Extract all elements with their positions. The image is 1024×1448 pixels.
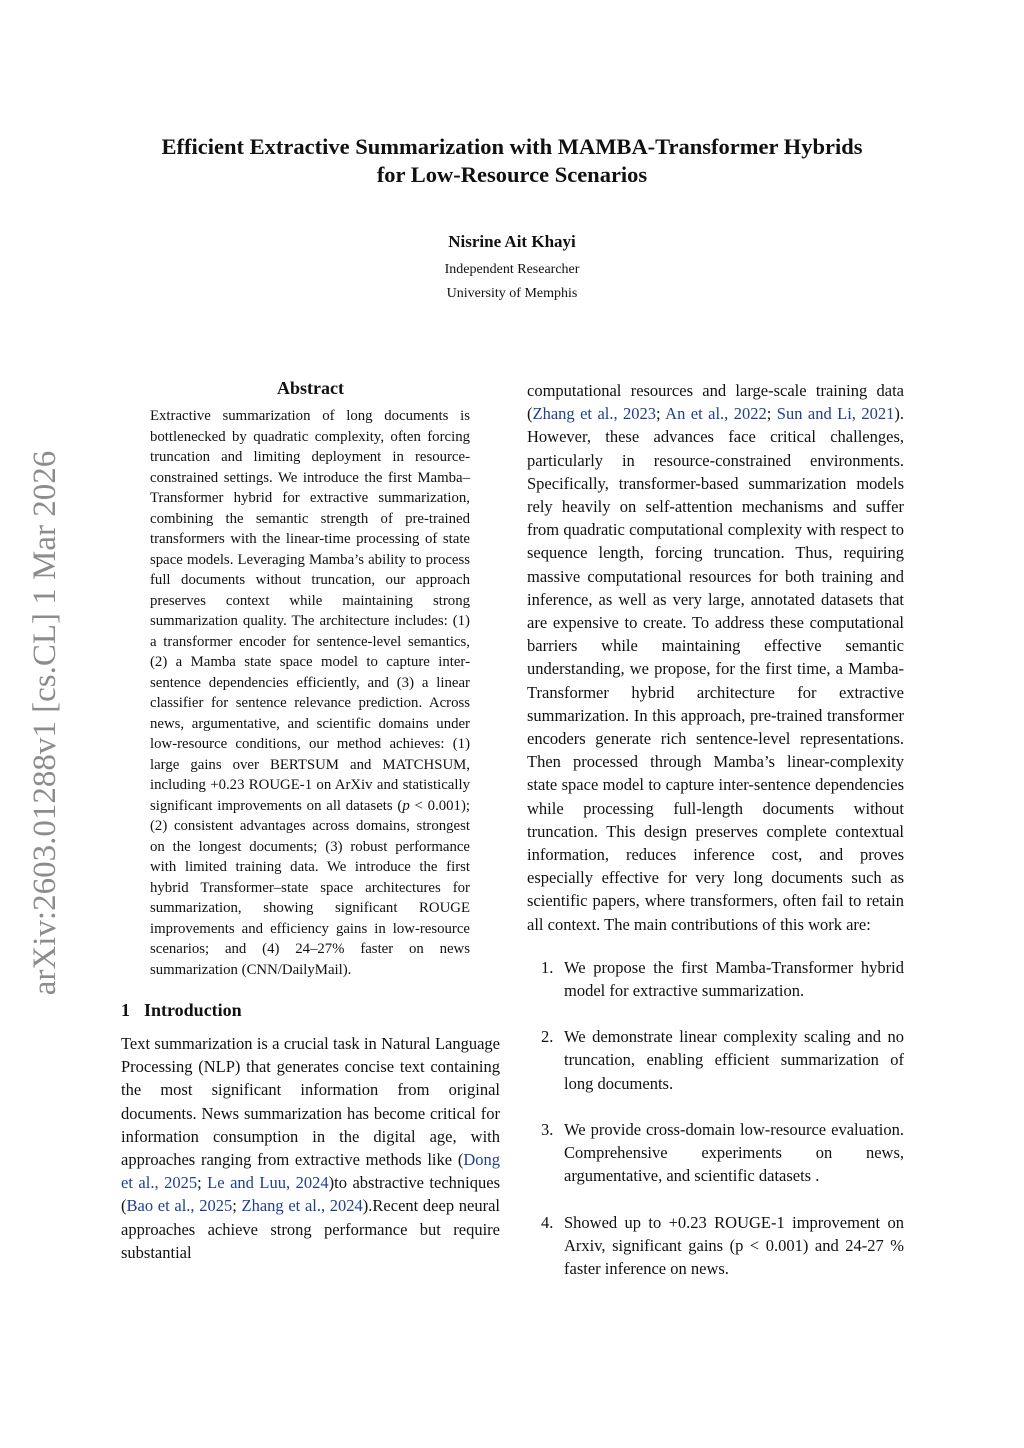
abstract-text-part-2: < 0.001);(2) consistent advantages across domains, strongest on the longest documents; (3) robust performance with limited training data. We introduce the first hybrid Transformer–state space architectures for summarization, showing significant ROUGE improvements and efficiency gains in low-resource scenarios; and (4) 24–27% faster on news summarization (CNN/DailyMail). <box>150 797 470 978</box>
intro-heading <box>121 998 500 1022</box>
contribution-number: 4. <box>541 1212 554 1232</box>
citation-zhang-2023[interactable]: Zhang et al., 2023 <box>532 404 657 424</box>
right-column <box>527 379 904 1303</box>
left-column <box>121 376 500 1264</box>
intro-text-c-end: computational resources and large-scale training data ( <box>527 381 904 424</box>
citation-separator: ; <box>656 404 666 424</box>
affiliation-1: Independent Researcher <box>444 262 580 277</box>
author-name: Nisrine Ait Khayi <box>448 232 576 251</box>
contribution-text: Showed up to +0.23 ROUGE-1 improvement on Arxiv, significant gains (p < 0.001) and 24-27 % faster inference on news. <box>564 1212 904 1278</box>
contribution-number: 1. <box>541 957 554 977</box>
abstract-text-part-1: Extractive summarization of long documents is bottlenecked by quadratic complexity, often forcing truncation and limiting deployment in resource-constrained settings. We introduce the first Mamba–Transformer hybrid for extractive summarization, combining the semantic strength of pre-trained transformers with the linear-time processing of state space models. Leveraging Mamba’s ability to process full documents without truncation, our approach preserves context while maintaining strong summarization quality. The architecture includes: (1) a transformer encoder for sentence-level semantics, (2) a Mamba state space model to capture inter-sentence dependencies efficiently, and (3) a linear classifier for sentence relevance prediction. Across news, argumentative, and scientific domains under low-resource conditions, our method achieves: (1) large gains over BERTSUM and MATCHSUM, including +0.23 ROUGE-1 on ArXiv and statistically significant improvements on all datasets ( <box>150 408 470 814</box>
citation-separator: ; <box>197 1173 208 1193</box>
citation-le-luu-2024[interactable]: Le and Luu, 2024 <box>207 1173 329 1193</box>
intro-text-a: Text summarization is a crucial task in Natural Language Processing (NLP) that generates concise text containing the most significant information from original documents. News summarization has become critical for information consumption in the digital age, with approaches ranging from extractive methods like ( <box>121 1034 500 1170</box>
intro-paragraph-left <box>121 1032 500 1264</box>
intro-text-b: )to abstractive techniques ( <box>121 1173 500 1216</box>
contribution-text: We provide cross-domain low-resource evaluation. Comprehensive experiments on news, argumentative, and scientific datasets . <box>564 1119 904 1186</box>
contribution-item <box>527 1118 904 1188</box>
contribution-text: We propose the first Mamba-Transformer hybrid model for extractive summarization. <box>564 957 904 1001</box>
citation-separator: ; <box>766 404 777 424</box>
intro-text-d: ). However, these advances face critical challenges, particularly in resource-constrained environments. Specifically, transformer-based summarization models rely heavily on self-attention mechanisms and suffer from quadratic computational complexity with respect to sequence length, forcing truncation. Thus, requiring massive computational resources for both training and inference, as well as very large, annotated datasets that are expensive to create. To address these computational barriers while maintaining effective semantic understanding, we propose, for the first time, a Mamba-Transformer hybrid architecture for extractive summarization. In this approach, pre-trained transformer encoders generate rich sentence-level representations. Then processed through Mamba’s linear-complexity state space model to capture inter-sentence dependencies while processing full-length documents without truncation. This design preserves complete contextual information, reduces inference cost, and proves especially effective for very long documents such as scientific papers, where transformers, often fail to retain all context. The main contributions of this work are: <box>527 404 904 934</box>
citation-sun-li-2021[interactable]: Sun and Li, 2021 <box>776 404 895 424</box>
citation-bao-2025[interactable]: Bao et al., 2025 <box>126 1196 233 1216</box>
abstract-p-symbol: p <box>402 797 410 814</box>
contribution-item <box>527 956 904 1002</box>
contribution-item <box>527 1211 904 1281</box>
abstract-text <box>150 406 470 980</box>
citation-zhang-2024[interactable]: Zhang et al., 2024 <box>241 1196 363 1216</box>
contribution-number: 2. <box>541 1027 554 1047</box>
section-number: 1 <box>121 1000 130 1020</box>
paper-title <box>112 133 912 189</box>
affiliation-2: University of Memphis <box>446 286 578 301</box>
paper-title-line-2: for Low-Resource Scenarios <box>376 162 648 187</box>
contribution-number: 3. <box>541 1119 554 1139</box>
contribution-text: We demonstrate linear complexity scaling and no truncation, enabling efficient summarization of long documents. <box>564 1027 904 1093</box>
intro-text-c-start: ).Recent deep neural approaches achieve strong performance but require substantial <box>121 1196 500 1262</box>
contributions-list <box>527 956 904 1280</box>
paper-title-line-1: Efficient Extractive Summarization with MAMBA-Transformer Hybrids <box>161 134 863 159</box>
contribution-item <box>527 1025 904 1095</box>
citation-separator: ; <box>232 1196 242 1216</box>
abstract-heading: Abstract <box>277 378 344 398</box>
section-title: Introduction <box>144 1000 242 1020</box>
arxiv-identifier: arXiv:2603.01288v1 [cs.CL] 1 Mar 2026 <box>27 450 63 996</box>
author-block <box>312 231 712 306</box>
intro-paragraph-right <box>527 379 904 936</box>
citation-an-2022[interactable]: An et al., 2022 <box>665 404 767 424</box>
citation-dong-2025[interactable]: Dong et al., 2025 <box>121 1150 500 1193</box>
